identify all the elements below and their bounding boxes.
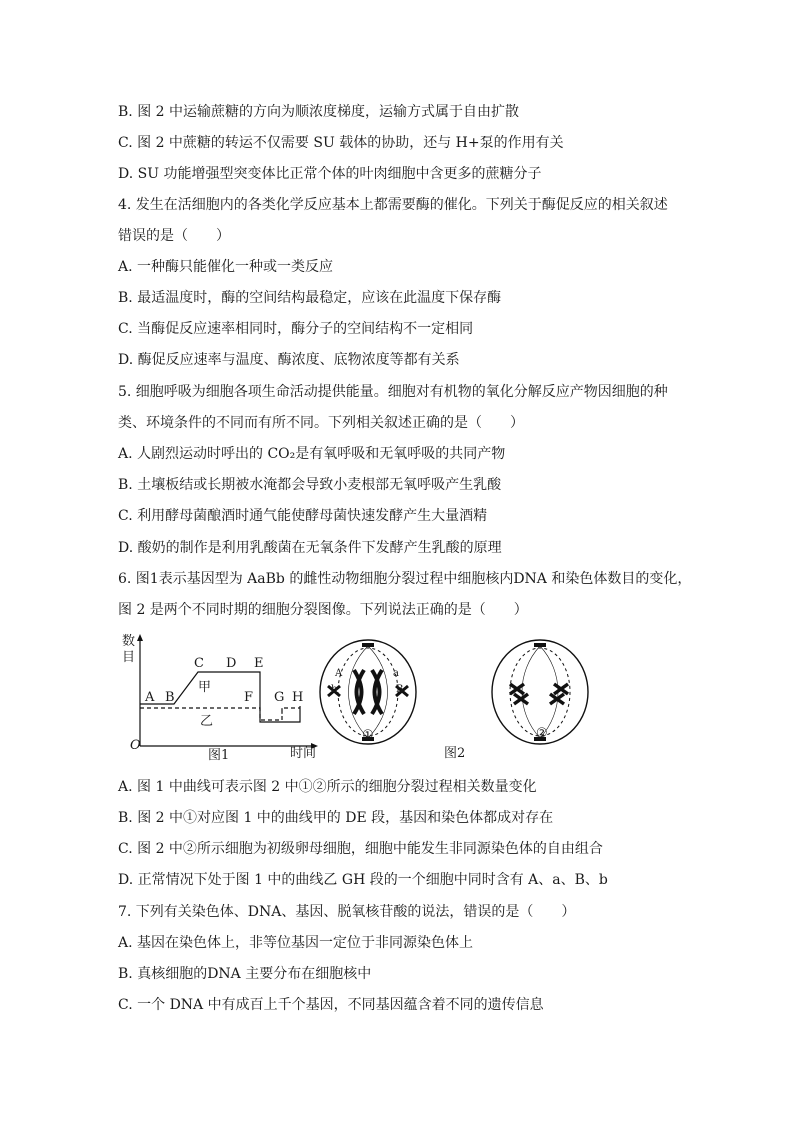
option-4b: B. 最适温度时，酶的空间结构最稳定，应该在此温度下保存酶 — [118, 290, 502, 306]
option-6d: D. 正常情况下处于图 1 中的曲线乙 GH 段的一个细胞中同时含有 A、a、B、b — [118, 872, 608, 888]
option-7a: A. 基因在染色体上，非等位基因一定位于非同源染色体上 — [118, 935, 474, 951]
option-4c: C. 当酶促反应速率相同时，酶分子的空间结构不一定相同 — [118, 321, 474, 337]
option-4a: A. 一种酶只能催化一种或一类反应 — [118, 259, 334, 275]
option-3c: C. 图 2 中蔗糖的转运不仅需要 SU 载体的协助，还与 H+泵的作用有关 — [118, 135, 564, 151]
point-label-d: D — [226, 656, 237, 671]
point-label-g: G — [274, 690, 285, 705]
option-6a: A. 图 1 中曲线可表示图 2 中①②所示的细胞分裂过程相关数量变化 — [118, 779, 537, 795]
option-6b: B. 图 2 中①对应图 1 中的曲线甲的 DE 段，基因和染色体都成对存在 — [118, 810, 554, 826]
point-label-e: E — [254, 656, 264, 671]
y-axis-arrow-icon — [137, 634, 143, 641]
question-6-stem-cont: 图 2 是两个不同时期的细胞分裂图像。下列说法正确的是（ ） — [118, 602, 528, 618]
y-axis-label: 目 — [122, 650, 136, 665]
point-label-b: B — [165, 690, 175, 705]
cell-1-label: ① — [362, 728, 374, 743]
option-3d: D. SU 功能增强型突变体比正常个体的叶肉细胞中含更多的蔗糖分子 — [118, 166, 542, 182]
question-4-stem: 4. 发生在活细胞内的各类化学反应基本上都需要酶的催化。下列关于酶促反应的相关叙述 — [118, 197, 668, 213]
option-6c: C. 图 2 中②所示细胞为初级卵母细胞，细胞中能发生非同源染色体的自由组合 — [118, 841, 603, 857]
curve-label-yi: 乙 — [200, 714, 214, 729]
gene-label-a-upper: A — [335, 668, 343, 679]
question-7-stem: 7. 下列有关染色体、DNA、基因、脱氧核苷酸的说法，错误的是（ ） — [118, 904, 576, 920]
curve-yi — [140, 708, 300, 720]
cell-2-label: ② — [536, 726, 548, 741]
option-5b: B. 土壤板结或长期被水淹都会导致小麦根部无氧呼吸产生乳酸 — [118, 477, 502, 493]
figure2-caption: 图2 — [444, 746, 466, 761]
gene-label-b-lower: b — [331, 684, 338, 695]
y-axis-label: 数 — [122, 634, 136, 649]
point-label-a: A — [145, 690, 155, 705]
figure1-caption: 图1 — [208, 748, 230, 763]
gene-label-a-lower: a — [393, 668, 399, 679]
option-5d: D. 酸奶的制作是利用乳酸菌在无氧条件下发酵产生乳酸的原理 — [118, 540, 502, 556]
question-5-stem-cont: 类、环境条件的不同而有所不同。下列相关叙述正确的是（ ） — [118, 415, 524, 431]
question-5-stem: 5. 细胞呼吸为细胞各项生命活动提供能量。细胞对有机物的氧化分解反应产物因细胞的种 — [118, 384, 668, 400]
point-label-h: H — [292, 690, 304, 705]
question-4-stem-cont: 错误的是（ ） — [118, 228, 230, 244]
option-7b: B. 真核细胞的DNA 主要分布在细胞核中 — [118, 966, 372, 982]
option-5c: C. 利用酵母菌酿酒时通气能使酵母菌快速发酵产生大量酒精 — [118, 508, 488, 524]
option-4d: D. 酶促反应速率与温度、酶浓度、底物浓度等都有关系 — [118, 352, 460, 368]
option-5a: A. 人剧烈运动时呼出的 CO₂是有氧呼吸和无氧呼吸的共同产物 — [118, 446, 506, 462]
origin-label: O — [130, 738, 141, 753]
point-label-c: C — [194, 656, 204, 671]
figure-area — [118, 628, 638, 763]
figure1-graph — [118, 628, 638, 763]
option-3b: B. 图 2 中运输蔗糖的方向为顺浓度梯度，运输方式属于自由扩散 — [118, 104, 519, 120]
point-label-f: F — [244, 690, 254, 705]
option-7c: C. 一个 DNA 中有成百上千个基因，不同基因蕴含着不同的遗传信息 — [118, 997, 544, 1013]
question-6-stem: 6. 图1表示基因型为 AaBb 的雌性动物细胞分裂过程中细胞核内DNA 和染色体数目的变化， — [118, 571, 692, 587]
gene-label-b-upper: B — [396, 684, 404, 695]
curve-label-jia: 甲 — [198, 680, 212, 695]
x-axis-label: 时间 — [290, 746, 317, 761]
